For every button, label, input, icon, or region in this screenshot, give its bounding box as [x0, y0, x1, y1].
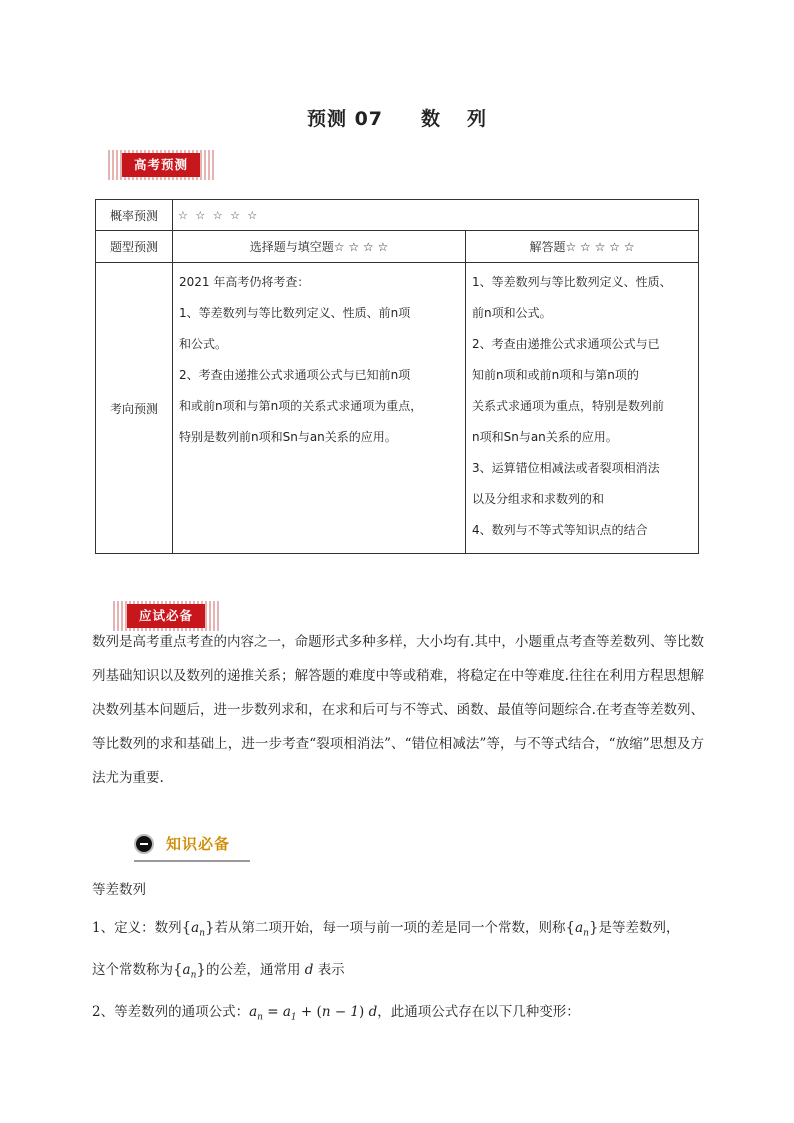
cell-line: 2、考查由递推公式求通项公式与已知前n项: [179, 368, 411, 382]
table-row: [96, 231, 699, 263]
cell-line: 以及分组求和求数列的和: [472, 492, 605, 506]
text-span: 2、等差数列的通项公式：: [92, 1004, 250, 1020]
cell-line: 和或前n项和与第n项的关系式求通项为重点，: [179, 399, 423, 413]
knowledge-title: 知识必备: [166, 835, 231, 853]
direction-col2: [466, 263, 699, 554]
text-span: 这个常数称为: [92, 962, 173, 978]
table-row: [96, 263, 699, 554]
cell-line: 1、等差数列与等比数列定义、性质、: [472, 275, 672, 289]
title-char: 列: [467, 108, 488, 130]
text-span: 是等差数列，: [598, 920, 680, 936]
formula-line: [92, 1000, 712, 1023]
cell-line: 3、运算错位相减法或者裂项相消法: [472, 461, 660, 475]
section-heading: 等差数列: [92, 882, 146, 898]
section-badge-gaokao: [108, 150, 216, 180]
star-rating: ☆ ☆ ☆ ☆ ☆: [173, 200, 699, 231]
general-term-formula: $a_n = a_1 + (n - 1)$ d: [249, 1004, 378, 1023]
cell-line: 1、等差数列与等比数列定义、性质、前n项: [179, 306, 411, 320]
badge-label: 应试必备: [127, 604, 205, 628]
question-type-answer: 解答题☆ ☆ ☆ ☆ ☆: [466, 231, 699, 263]
row-label: 考向预测: [96, 263, 173, 554]
row-label: 概率预测: [96, 200, 173, 231]
definition-line-2: 这个常数称为$\{a_n\}$的公差，通常用 d 表示: [92, 960, 345, 981]
definition-line-1: 1、定义：数列$\{a_n\}$若从第二项开始，每一项与前一项的差是同一个常数，则称$\{a_n\}$是等差数列，: [92, 918, 680, 939]
row-label: 题型预测: [96, 231, 173, 263]
table-row: [96, 200, 699, 231]
prediction-table: [95, 199, 699, 554]
cell-line: 4、数列与不等式等知识点的结合: [472, 523, 648, 537]
intro-paragraph: 数列是高考重点考查的内容之一，命题形式多种多样，大小均有.其中，小题重点考查等差数列、等比数列基础知识以及数列的递推关系；解答题的难度中等或稍难，将稳定在中等难度.往往在利用方程思想解决数列基本问题后，进一步数列求和，在求和后可与不等式、函数、最值等问题综合.在考查等差数列、等比数列的求和基础上，进一步考查“裂项相消法”、“错位相减法”等，与不等式结合，“放缩”思想及方法尤为重要.: [92, 634, 704, 786]
direction-col1: [173, 263, 466, 554]
cell-line: 2、考查由递推公式求通项公式与已: [472, 337, 660, 351]
text-span: 表示: [317, 962, 345, 978]
knowledge-heading: [134, 830, 250, 862]
text-span: 的公差，通常用: [205, 962, 301, 978]
cell-line: 特别是数列前n项和Sn与an关系的应用。: [179, 430, 397, 444]
text-span: 若从第二项开始，每一项与前一项的差是同一个常数，则称: [214, 920, 566, 936]
text-span: ，此通项公式存在以下几种变形：: [377, 1004, 580, 1020]
badge-label: 高考预测: [122, 153, 200, 177]
cell-line: 关系式求通项为重点，特别是数列前: [472, 399, 665, 413]
minus-circle-icon: [134, 834, 154, 854]
cell-line: 2021 年高考仍将考查：: [179, 275, 310, 289]
cell-line: 和公式。: [179, 337, 228, 351]
page-title: [0, 104, 794, 131]
cell-line: 前n项和公式。: [472, 306, 552, 320]
text-span: 1、定义：数列: [92, 920, 182, 936]
title-number: 预测 07: [306, 108, 384, 130]
cell-line: 知前n项和或前n项和与第n项的: [472, 368, 639, 382]
title-char: 数: [421, 108, 442, 130]
cell-line: n项和Sn与an关系的应用。: [472, 430, 618, 444]
question-type-choice: 选择题与填空题☆ ☆ ☆ ☆: [173, 231, 466, 263]
